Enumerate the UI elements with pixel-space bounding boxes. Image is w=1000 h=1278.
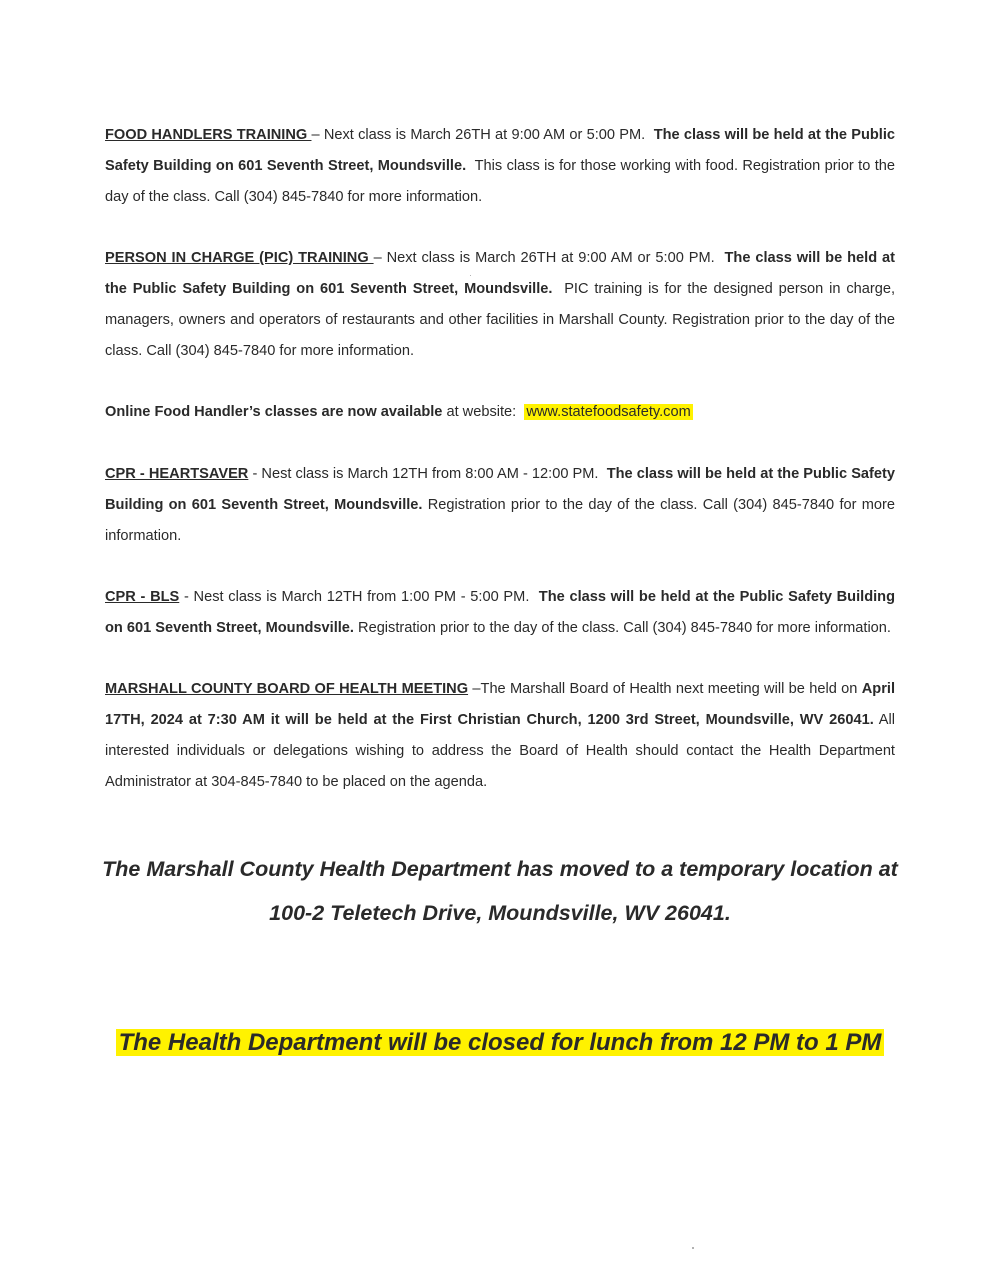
online-classes-text: at website: — [442, 404, 525, 420]
cpr-heartsaver-schedule: - Nest class is March 12TH from 8:00 AM - 12:00 PM. — [248, 466, 599, 482]
pic-training-details: PIC training is for the designed person in charge, managers, owners and operators of restaurants and other facilities in Marshall County. Registration prior to the day of the class. Call (304) 845-7840 for more information. — [105, 281, 895, 359]
cpr-bls-details: Registration prior to the day of the class. Call (304) 845-7840 for more information. — [353, 620, 891, 636]
cpr-heartsaver-details: Registration prior to the day of the class. Call (304) 845-7840 for more information. — [105, 497, 895, 544]
online-classes-section — [105, 397, 895, 428]
relocation-notice — [60, 847, 940, 935]
cpr-bls-location: The class will be held at the Public Safety Building on 601 Seventh Street, Moundsville. — [105, 589, 896, 636]
pic-training-location: The class will be held at the Public Safety Building on 601 Seventh Street, Moundsville. — [105, 250, 895, 297]
pic-training-section — [105, 243, 895, 367]
food-handlers-location: The class will be held at the Public Safety Building on 601 Seventh Street, Moundsville. — [105, 127, 896, 174]
pic-training-schedule: – Next class is March 26TH at 9:00 AM or 5:00 PM. — [373, 250, 715, 266]
board-meeting-date-location: April 17TH, 2024 at 7:30 AM it will be held at the First Christian Church, 1200 3rd Street, Moundsville, WV 26041. — [105, 681, 895, 728]
relocation-notice-line1: The Marshall County Health Department has moved to a temporary location at — [102, 857, 898, 881]
lunch-closure-text: The Health Department will be closed for lunch from 12 PM to 1 PM — [116, 1029, 885, 1056]
statefoodsafety-link[interactable]: www.statefoodsafety.com — [526, 404, 691, 420]
food-handlers-heading: FOOD HANDLERS TRAINING — [105, 127, 312, 143]
cpr-heartsaver-section — [105, 459, 895, 552]
online-classes-label: Online Food Handler’s classes are now available — [105, 404, 443, 420]
board-meeting-heading: MARSHALL COUNTY BOARD OF HEALTH MEETING — [105, 681, 469, 697]
relocation-notice-line2: 100-2 Teletech Drive, Moundsville, WV 26041. — [269, 901, 731, 925]
cpr-bls-schedule: - Nest class is March 12TH from 1:00 PM - 5:00 PM. — [179, 589, 530, 605]
food-handlers-details: This class is for those working with food. Registration prior to the day of the class. Call (304) 845-7840 for more information. — [105, 158, 895, 205]
cpr-bls-section — [105, 582, 895, 644]
cpr-heartsaver-heading: CPR - HEARTSAVER — [105, 466, 249, 482]
board-meeting-details: All interested individuals or delegations wishing to address the Board of Health should contact the Health Department Administrator at 304-845-7840 to be placed on the agenda. — [105, 712, 895, 790]
scan-speck — [692, 1247, 694, 1249]
cpr-heartsaver-location: The class will be held at the Public Safety Building on 601 Seventh Street, Moundsville. — [105, 466, 896, 513]
food-handlers-schedule: – Next class is March 26TH at 9:00 AM or 5:00 PM. — [311, 127, 646, 143]
board-meeting-intro: –The Marshall Board of Health next meeting will be held on — [468, 681, 862, 697]
food-handlers-section — [105, 120, 895, 213]
lunch-closure-notice — [60, 1024, 940, 1062]
scan-speck — [470, 275, 471, 276]
cpr-bls-heading: CPR - BLS — [105, 589, 180, 605]
pic-training-heading: PERSON IN CHARGE (PIC) TRAINING — [105, 250, 374, 266]
board-meeting-section — [105, 674, 895, 798]
